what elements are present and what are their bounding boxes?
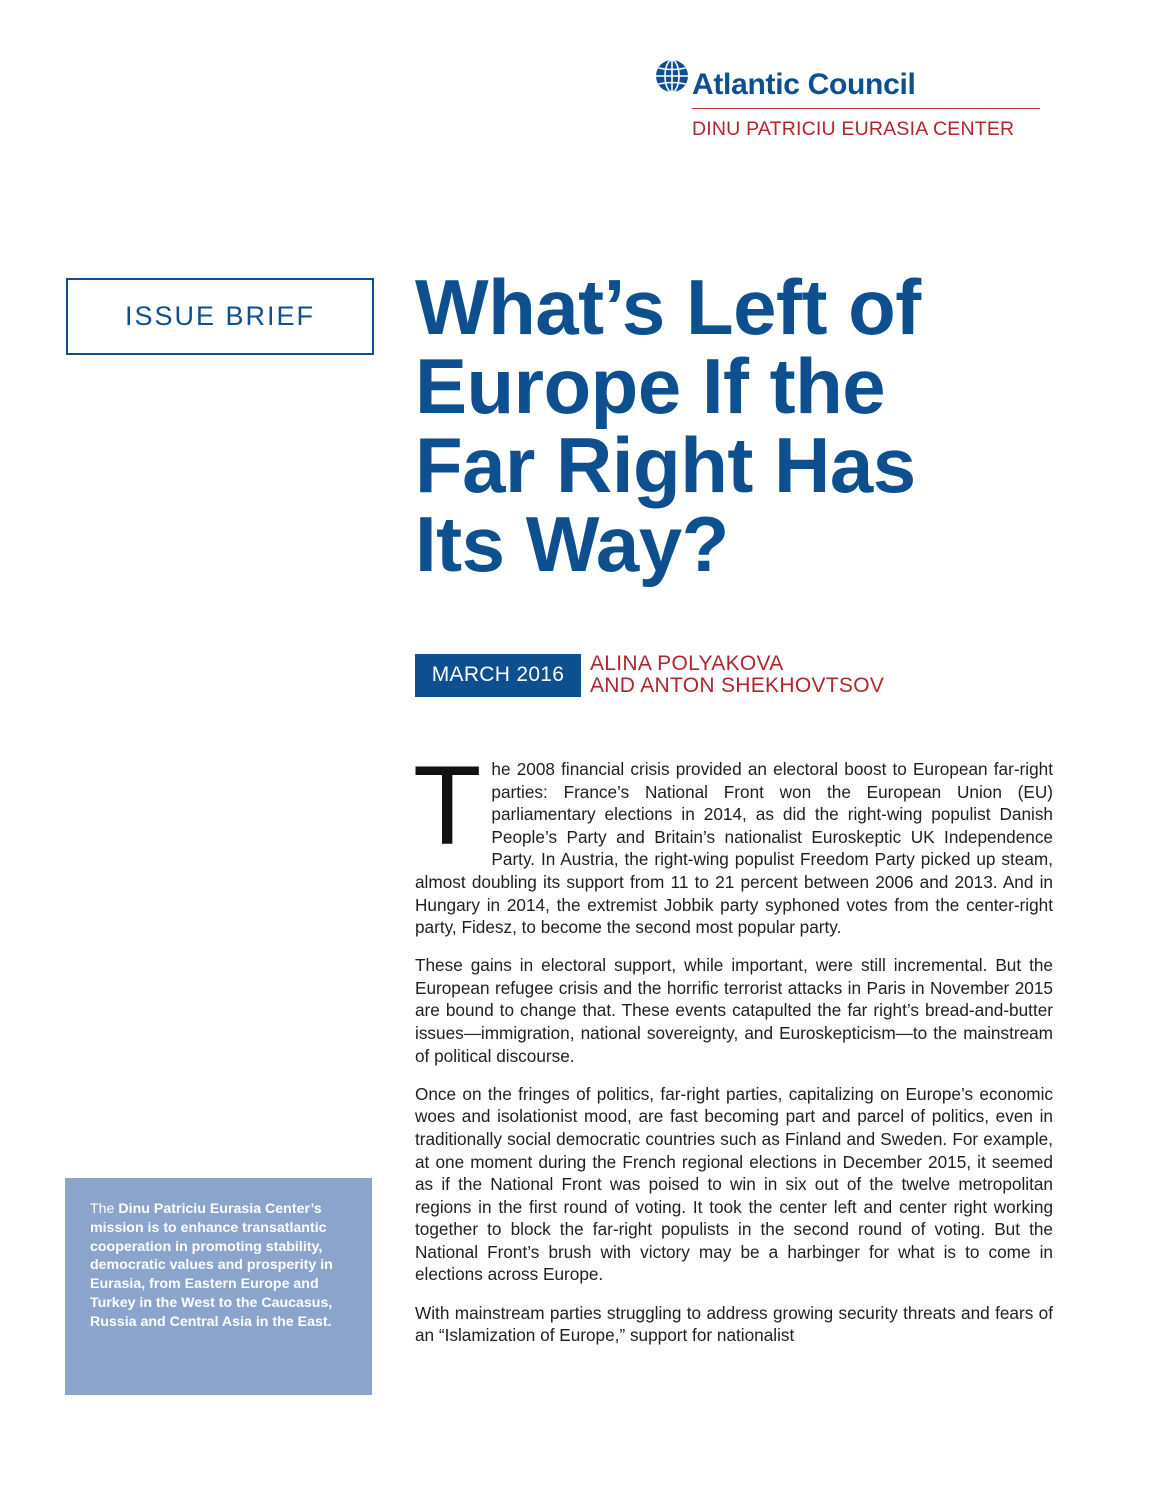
- atlantic-council-logo: [654, 58, 1040, 140]
- center-mission-blurb: [65, 1178, 372, 1395]
- title-line-4: Its Way?: [415, 500, 729, 588]
- byline: [415, 653, 884, 697]
- center-name: DINU PATRICIU EURASIA CENTER: [692, 118, 1015, 140]
- issue-brief-label: ISSUE BRIEF: [66, 278, 374, 355]
- author-line-1: ALINA POLYAKOVA: [590, 652, 784, 675]
- title-line-3: Far Right Has: [415, 421, 916, 509]
- author-line-2: AND ANTON SHEKHOVTSOV: [590, 674, 885, 697]
- page-title: [415, 263, 1075, 588]
- drop-cap: T: [413, 743, 482, 868]
- blurb-mission-text: ’s mission is to enhance transatlantic cooperation in promoting stability, democratic values and prosperity in Eurasia, from Eastern Europe and Turkey in the West to the Caucasus, Russia and Central Asia in the East.: [90, 1201, 333, 1330]
- blurb-lead: The: [90, 1201, 119, 1217]
- logo-divider: [692, 108, 1040, 109]
- blurb-center-name: Dinu Patriciu Eurasia Center: [118, 1201, 311, 1217]
- logo-top: [654, 58, 1040, 104]
- paragraph-2: These gains in electoral support, while important, were still incremental. But the European refugee crisis and the horrific terrorist attacks in Paris in November 2015 are bound to change that. These events catapulted the far right’s bread-and-butter issues—immigration, national sovereignty, and Euroskepticism—to the mainstream of political discourse.: [415, 955, 1053, 1066]
- paragraph-1: [413, 743, 1053, 939]
- globe-icon: [654, 58, 690, 94]
- paragraph-1-text: he 2008 financial crisis provided an electoral boost to European far-right parties: France’s National Front won the European Union (EU) parliamentary elections in 2014, as did the right-wing populist Danish People’s Party and Britain’s nationalist Euroskeptic UK Independence Party. In Austria, the right-wing populist Freedom Party picked up steam, almost doubling its support from 11 to 21 percent between 2006 and 2013. And in Hungary in 2014, the extremist Jobbik party syphoned votes from the center-right party, Fidesz, to become the second most popular party.: [415, 759, 1053, 938]
- authors: [590, 653, 884, 697]
- article-body: [413, 743, 1053, 1362]
- paragraph-3: Once on the fringes of politics, far-right parties, capitalizing on Europe’s economic woes and isolationist mood, are fast becoming part and parcel of politics, even in traditionally social democratic countries such as Finland and Sweden. For example, at one moment during the French regional elections in December 2015, it seemed as if the National Front was poised to win in six out of the twelve metropolitan regions in the first round of voting. It took the center left and center right working together to block the far-right populists in the second round of voting. But the National Front’s brush with victory may be a harbinger for what is to come in elections across Europe.: [415, 1083, 1053, 1285]
- paragraph-4: With mainstream parties struggling to address growing security threats and fears of an “Islamization of Europe,” support for nationalist: [415, 1302, 1053, 1346]
- date-badge: MARCH 2016: [415, 654, 581, 697]
- title-line-2: Europe If the: [415, 342, 886, 430]
- title-line-1: What’s Left of: [415, 263, 921, 351]
- org-name: Atlantic Council: [692, 68, 916, 101]
